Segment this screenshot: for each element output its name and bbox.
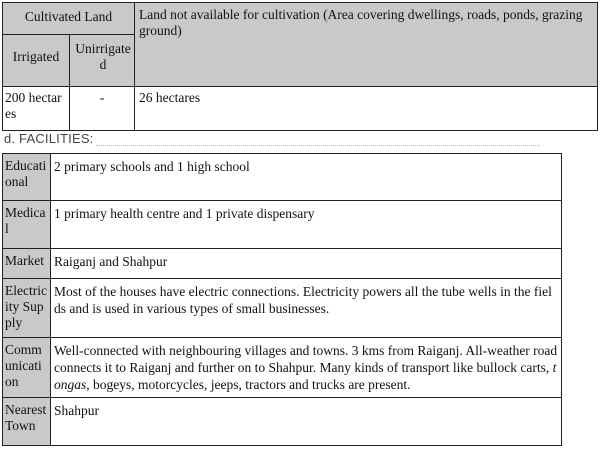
facility-label: Medical (3, 201, 51, 248)
land-use-table (2, 2, 598, 131)
facilities-table (2, 153, 562, 446)
communication-text-end: , bogeys, motorcycles, jeeps, tractors and trucks are present. (86, 377, 411, 392)
facility-row-market (2, 249, 562, 279)
facility-value: Shahpur (54, 403, 99, 418)
facility-value: 2 primary schools and 1 high school (54, 159, 250, 174)
heading-divider (96, 145, 540, 146)
facilities-heading: d. FACILITIES: (4, 131, 94, 146)
facility-row-communication (2, 338, 562, 398)
facility-value (51, 338, 561, 397)
facility-row-educational (2, 153, 562, 201)
land-not-available-header: Land not available for cultivation (Area covering dwellings, roads, ponds, grazing ground) (134, 2, 598, 87)
facility-row-medical (2, 201, 562, 249)
land-not-available-value: 26 hectares (134, 86, 598, 131)
facility-row-electricity (2, 279, 562, 338)
communication-text-start: Well-connected with neighbouring villages and towns. 3 kms from Raiganj. All-weather road connects it to Raiganj and further on to Shahpur. Many kinds of transport like bullock carts, (54, 343, 558, 375)
facility-label: Electricity Supply (3, 279, 51, 337)
unirrigated-header: Unirrigated (69, 34, 135, 87)
facility-row-nearest-town (2, 398, 562, 446)
cultivated-land-header: Cultivated Land (2, 2, 135, 35)
facility-value: Raiganj and Shahpur (54, 254, 168, 269)
facility-label: Market (3, 249, 51, 278)
facility-label: Nearest Town (3, 398, 51, 445)
facility-label: Communication (3, 338, 51, 397)
irrigated-value: 200 hectares (2, 86, 70, 131)
irrigated-header: Irrigated (2, 34, 70, 87)
communication-text-italic: tongas (54, 360, 557, 392)
facility-label: Educational (3, 154, 51, 200)
unirrigated-value: - (69, 86, 135, 131)
facility-value: 1 primary health centre and 1 private dispensary (54, 206, 315, 221)
facility-value: Most of the houses have electric connections. Electricity powers all the tube wells in the fields and is used in various types of small businesses. (54, 284, 552, 316)
